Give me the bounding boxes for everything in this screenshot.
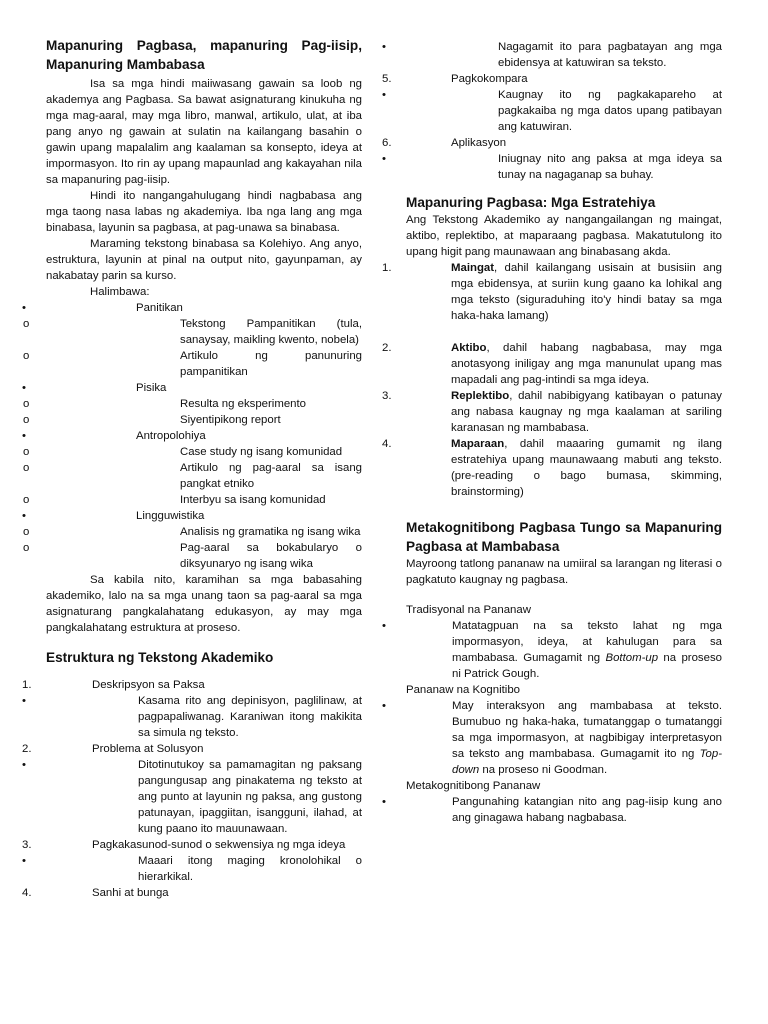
estratehiya-item [382,388,722,436]
left-column [22,36,362,901]
estratehiya-term: Replektibo [451,390,510,402]
estruktura-list [22,677,362,901]
list-marker: • [22,855,26,867]
list-marker: • [382,620,386,632]
estratehiya-item [382,436,722,500]
estruktura-detail: • Ditotinutukoy sa pamamagitan ng paksang pangungusap ang pinakatema ng teksto at ang punto at layunin ng paksa, ang gustong patunayan, ipaggiitan, isangguni, ilahad, at kung paano ito mauunawaan. [22,759,362,835]
estratehiya-term: Maparaan [451,438,505,450]
paragraph-3: Maraming tekstong binabasa sa Kolehiyo. Ang anyo, estruktura, layunin at pinal na output nito, gayunpaman, ay nakabatay parin sa kurso. [46,238,362,282]
list-marker: 4. [22,887,32,899]
examples-list [22,300,362,572]
estruktura-item: 2. Problema at Solusyon [22,743,204,755]
pananaw-detail [382,698,722,778]
section-title-metakognitibo: Metakognitibong Pagbasa Tungo sa Mapanuring Pagbasa at Mambabasa [406,520,722,554]
spacer [406,324,722,340]
example-item: o Pag-aaral sa bokabularyo o diksyunaryo ng isang wika [23,542,362,570]
example-item: o Case study ng isang komunidad [23,446,343,458]
estruktura-detail: • Maaari itong maging kronolohikal o hierarkikal. [22,855,362,883]
list-marker: o [23,526,30,538]
pananaw-list [382,602,722,826]
estruktura-item: 4. Sanhi at bunga [22,887,169,899]
pananaw-heading: Metakognitibong Pananaw [406,780,541,792]
list-marker: 1. [22,679,32,691]
estratehiya-list [382,260,722,500]
list-marker: 2. [22,743,32,755]
example-item: o Analisis ng gramatika ng isang wika [23,526,361,538]
list-marker: • [22,430,26,442]
estratehiya-text: , dahil maaaring gumamit ng ilang estratehiya upang maunawaang mabuti ang teksto. (pre-reading o bago bumasa, skimming, brainstorming) [451,438,722,498]
estratehiya-item [382,260,722,324]
estruktura-item: 1. Deskripsyon sa Paksa [22,679,205,691]
list-marker: • [382,796,386,808]
list-marker: 5. [382,73,392,85]
metakognitibo-intro: Mayroong tatlong pananaw na umiiral sa larangan ng literasi o pagkatuto kaugnay ng pagbasa. [406,558,722,586]
pananaw-detail [382,618,722,682]
estruktura-item: 5. Pagkokompara [382,73,528,85]
estratehiya-intro: Ang Tekstong Akademiko ay nangangailangan ng maingat, aktibo, replektibo, at maparaang pagbasa. Makatutulong ito upang higit pang maunawaan ang binabasang akda. [406,214,722,258]
halimbawa-label: Halimbawa: [90,286,150,298]
estruktura-detail: • Kaugnay ito ng pagkakapareho at pagkakaiba ng mga datos upang patibayan ang katuwiran. [382,89,722,133]
section-title-mapanuring: Mapanuring Pagbasa, mapanuring Pag-iisip, Mapanuring Mambabasa [46,38,362,72]
estruktura-detail: • Nagagamit ito para pagbatayan ang mga ebidensya at katuwiran sa teksto. [382,41,722,69]
list-marker: 3. [22,839,32,851]
estruktura-item: 3. Pagkakasunod-sunod o sekwensiya ng mga ideya [22,839,346,851]
list-marker: • [22,695,26,707]
pananaw-heading: Pananaw na Kognitibo [406,684,520,696]
pananaw-text: Pangunahing katangian nito ang pag-iisip kung ano ang ginagawa habang nagbabasa. [452,796,722,824]
example-category: • Pisika [22,382,167,394]
continued-bullets [382,39,722,71]
estruktura-detail: • Iniugnay nito ang paksa at mga ideya sa tunay na nagaganap sa buhay. [382,153,722,181]
list-marker: • [22,382,26,394]
list-marker: o [23,446,30,458]
example-item: o Artikulo ng panunuring pampanitikan [23,350,362,378]
estruktura-item: 6. Aplikasyon [382,137,507,149]
example-category: • Panitikan [22,302,183,314]
list-marker: o [23,318,30,330]
list-marker: • [22,302,26,314]
list-marker: • [22,510,26,522]
example-category: • Antropolohiya [22,430,206,442]
estratehiya-term: Aktibo [451,342,487,354]
list-marker: o [23,494,30,506]
example-item: o Resulta ng eksperimento [23,398,306,410]
list-marker: 2. [382,342,392,354]
list-marker: o [23,542,30,554]
paragraph-1: Isa sa mga hindi maiiwasang gawain sa loob ng akademya ang Pagbasa. Sa bawat asignaturang kinukuha ng mga mag-aaral, may mga libro, manwal, artikulo, ulat, at iba pang anyo ng gawain at sulatin na kailangang basahin o gawin upang mapalalim ang kaalaman sa konsepto, ideya at impormasyon. Ito rin ay upang mapaunlad ang kakayahan nila sa mapanuring pag-iisip. [46,78,362,186]
pananaw-text: Matatagpuan na sa teksto lahat ng mga impormasyon, ideya, at kahulugan para sa mambabasa. Gumagamit ng [452,620,722,664]
estratehiya-item [382,340,722,388]
pananaw-emphasis: Bottom-up [605,652,659,664]
example-item: o Tekstong Pampanitikan (tula, sanaysay, maikling kwento, nobela) [23,318,362,346]
list-marker: 1. [382,262,392,274]
example-item: o Interbyu sa isang komunidad [23,494,326,506]
section-title-estruktura: Estruktura ng Tekstong Akademiko [46,650,274,665]
list-marker: • [382,89,386,101]
estratehiya-term: Maingat [451,262,495,274]
list-marker: • [22,759,26,771]
estratehiya-text: , dahil nabibigyang katibayan o patunay ang nabasa kaugnay ng mga kaalaman at sariling karanasan ng mambabasa. [451,390,722,434]
estratehiya-text: , dahil habang nagbabasa, may mga anotasyong iniligay ang mga manunulat upang mas mapadali ang pag-intindi sa mga ideya. [451,342,722,386]
example-item: o Artikulo ng pag-aaral sa isang pangkat etniko [23,462,362,490]
estruktura-detail: • Kasama rito ang depinisyon, paglilinaw, at pagpapaliwanag. Karaniwan itong makikita sa simula ng teksto. [22,695,362,739]
estruktura-list-continued [382,71,722,183]
pananaw-text: May interaksyon ang mambabasa at teksto. Bumubuo ng haka-haka, tumatanggap o tumatanggi sa mga impormasyon, at nagbibigay interpretasyon sa teksto ang mambabasa. Gumagamit ito ng [452,700,722,760]
list-marker: • [382,700,386,712]
list-marker: 4. [382,438,392,450]
list-marker: o [23,350,30,362]
list-marker: • [382,153,386,165]
pananaw-text: na proseso ni Patrick Gough. [452,652,722,680]
pananaw-detail [382,794,722,826]
list-marker: • [382,41,386,53]
list-marker: o [23,414,30,426]
example-item: o Siyentipikong report [23,414,281,426]
right-column [382,39,722,826]
pananaw-emphasis: Top-down [452,748,722,776]
section-title-estratehiya: Mapanuring Pagbasa: Mga Estratehiya [406,195,656,210]
list-marker: 3. [382,390,392,402]
paragraph-4: Sa kabila nito, karamihan sa mga babasahing akademiko, lalo na sa mga unang taon sa pag-aaral sa mga asignaturang pangkalahatang edukasyon, ay may mga pangkalahatang estruktura at proseso. [46,574,362,634]
example-category: • Lingguwistika [22,510,205,522]
pananaw-heading: Tradisyonal na Pananaw [406,604,531,616]
list-marker: o [23,398,30,410]
list-marker: o [23,462,30,474]
paragraph-2: Hindi ito nangangahulugang hindi nagbabasa ang mga taong nasa labas ng akademiya. Iba nga lang ang mga binabasa, layunin sa pagbasa, at pag-unawa sa binabasa. [46,190,362,234]
estratehiya-text: , dahil kailangang usisain at busisiin ang mga ebidensya, at suriin kung gaano ka lohikal ang mga teksto (siguraduhing ito'y hindi batay sa mga haka-haka lamang) [451,262,722,322]
pananaw-text: na proseso ni Goodman. [479,764,608,776]
list-marker: 6. [382,137,392,149]
